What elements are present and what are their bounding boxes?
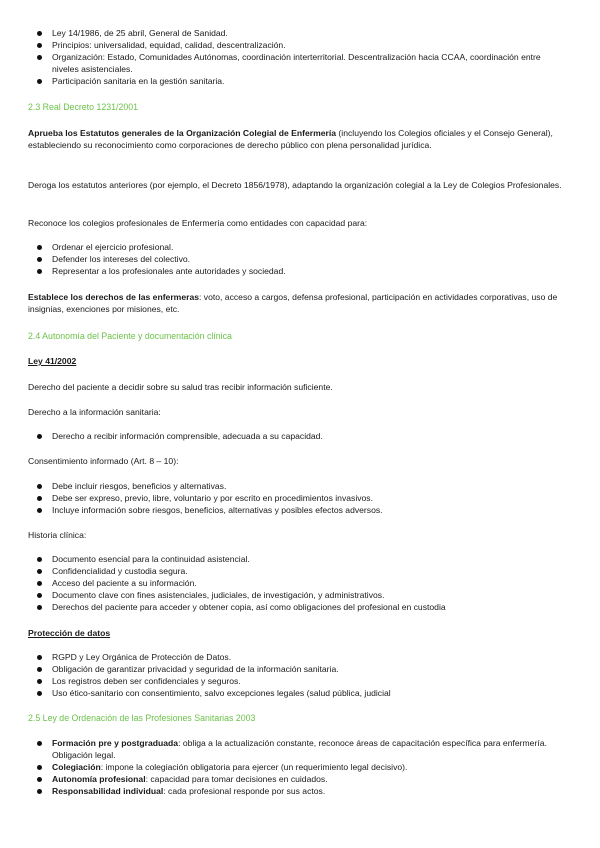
list-item: Organización: Estado, Comunidades Autónomas, coordinación interterritorial. Descentralización hacia CCAA, coordinación entre niveles asistenciales. bbox=[28, 51, 568, 75]
law-heading: Ley 41/2002 bbox=[28, 356, 77, 366]
bold-text: Autonomía profesional bbox=[52, 774, 146, 784]
paragraph bbox=[28, 291, 568, 315]
bullet-list bbox=[28, 480, 568, 516]
list-item: Debe ser expreso, previo, libre, voluntario y por escrito en procedimientos invasivos. bbox=[28, 492, 568, 504]
text: (incluyendo los Colegios oficiales y el Consejo General), estableciendo su reconocimiento como corporaciones de derecho público con plena personalidad jurídica. bbox=[28, 128, 553, 150]
paragraph: Derecho a la información sanitaria: bbox=[28, 407, 161, 417]
list-item: Documento clave con fines asistenciales, judiciales, de investigación, y administrativos. bbox=[28, 589, 568, 601]
bold-text: Responsabilidad individual bbox=[52, 786, 164, 796]
list-item: Obligación de garantizar privacidad y seguridad de la información sanitaria. bbox=[28, 663, 568, 675]
paragraph: Historia clínica: bbox=[28, 530, 87, 540]
list-item: Uso ético-sanitario con consentimiento, salvo excepciones legales (salud pública, judicial bbox=[28, 687, 568, 699]
list-item bbox=[28, 761, 568, 773]
list-item: Participación sanitaria en la gestión sanitaria. bbox=[28, 75, 568, 87]
list-item: Debe incluir riesgos, beneficios y alternativas. bbox=[28, 480, 568, 492]
bold-text: Colegiación bbox=[52, 762, 101, 772]
list-item: Incluye información sobre riesgos, beneficios, alternativas y posibles efectos adversos. bbox=[28, 504, 568, 516]
list-item: Ordenar el ejercicio profesional. bbox=[28, 241, 568, 253]
paragraph: Derecho del paciente a decidir sobre su salud tras recibir información suficiente. bbox=[28, 382, 333, 392]
bullet-list bbox=[28, 430, 568, 442]
bold-text: Aprueba los Estatutos generales de la Organización Colegial de Enfermería bbox=[28, 128, 337, 138]
list-item: Documento esencial para la continuidad asistencial. bbox=[28, 553, 568, 565]
list-item: Defender los intereses del colectivo. bbox=[28, 253, 568, 265]
list-item bbox=[28, 785, 568, 797]
list-item: Representar a los profesionales ante autoridades y sociedad. bbox=[28, 265, 568, 277]
list-item: Derecho a recibir información comprensible, adecuada a su capacidad. bbox=[28, 430, 568, 442]
top-bullet-list bbox=[28, 27, 568, 87]
text: : obliga a la actualización constante, reconoce áreas de capacitación específica para enfermería. Obligación legal. bbox=[52, 738, 547, 760]
list-item bbox=[28, 737, 568, 761]
text: : capacidad para tomar decisiones en cuidados. bbox=[145, 774, 328, 784]
data-protection-heading: Protección de datos bbox=[28, 628, 111, 638]
text: : cada profesional responde por sus actos. bbox=[163, 786, 326, 796]
bullet-list bbox=[28, 651, 568, 699]
bullet-list bbox=[28, 241, 568, 277]
text: : impone la colegiación obligatoria para ejercer (un requerimiento legal decisivo). bbox=[100, 762, 408, 772]
section-heading-2-3: 2.3 Real Decreto 1231/2001 bbox=[28, 102, 139, 112]
list-item: Acceso del paciente a su información. bbox=[28, 577, 568, 589]
list-item bbox=[28, 773, 568, 785]
bold-text: Formación pre y postgraduada bbox=[52, 738, 179, 748]
text: : voto, acceso a cargos, defensa profesional, participación en actividades corporativas, uso de insignias, exenciones por misiones, etc. bbox=[28, 292, 558, 314]
section-heading-2-5: 2.5 Ley de Ordenación de las Profesiones Sanitarias 2003 bbox=[28, 713, 256, 723]
paragraph: Consentimiento informado (Art. 8 – 10): bbox=[28, 456, 179, 466]
list-item: Principios: universalidad, equidad, calidad, descentralización. bbox=[28, 39, 568, 51]
bullet-list bbox=[28, 553, 568, 613]
list-item: Derechos del paciente para acceder y obtener copia, así como obligaciones del profesional en custodia bbox=[28, 601, 568, 613]
section-heading-2-4: 2.4 Autonomía del Paciente y documentación clínica bbox=[28, 331, 232, 341]
paragraph: Reconoce los colegios profesionales de Enfermería como entidades con capacidad para: bbox=[28, 218, 368, 228]
bold-text: Establece los derechos de las enfermeras bbox=[28, 292, 200, 302]
paragraph: Deroga los estatutos anteriores (por ejemplo, el Decreto 1856/1978), adaptando la organización colegial a la Ley de Colegios Profesionales. bbox=[28, 180, 562, 190]
list-item: RGPD y Ley Orgánica de Protección de Datos. bbox=[28, 651, 568, 663]
list-item: Confidencialidad y custodia segura. bbox=[28, 565, 568, 577]
bullet-list bbox=[28, 737, 568, 797]
list-item: Ley 14/1986, de 25 abril, General de Sanidad. bbox=[28, 27, 568, 39]
paragraph bbox=[28, 127, 568, 151]
list-item: Los registros deben ser confidenciales y seguros. bbox=[28, 675, 568, 687]
